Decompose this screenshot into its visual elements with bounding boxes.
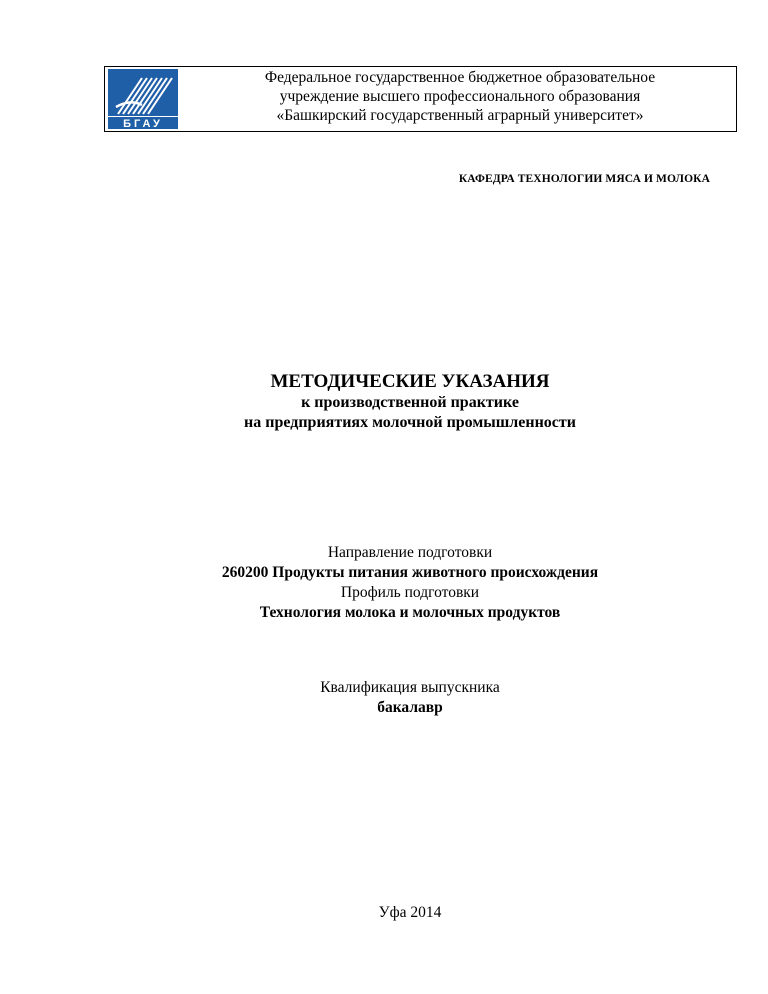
document-title: МЕТОДИЧЕСКИЕ УКАЗАНИЯ [270,371,550,392]
subtitle-line-1: к производственной практике [301,394,519,411]
institution-line-3: «Башкирский государственный аграрный университет» [276,107,644,124]
institution-line-2: учреждение высшего профессионального образования [279,88,641,105]
logo-text: БГАУ [123,118,163,129]
qualification-value: бакалавр [377,699,443,716]
subtitle-line-2: на предприятиях молочной промышленности [244,414,576,431]
institution-name [196,68,724,125]
university-logo [108,69,178,129]
qualification-label: Квалификация выпускника [320,679,500,696]
profile-label: Профиль подготовки [340,584,480,601]
department-name: КАФЕДРА ТЕХНОЛОГИИ МЯСА И МОЛОКА [458,173,710,185]
direction-block [60,543,760,623]
document-subtitle [60,393,760,433]
institution-line-1: Федеральное государственное бюджетное образовательное [264,69,656,86]
direction-value: 260200 Продукты питания животного происхождения [221,564,599,581]
profile-value: Технология молока и молочных продуктов [259,604,561,621]
qualification-block [60,678,760,718]
city-year: Уфа 2014 [378,904,442,921]
direction-label: Направление подготовки [327,544,493,561]
